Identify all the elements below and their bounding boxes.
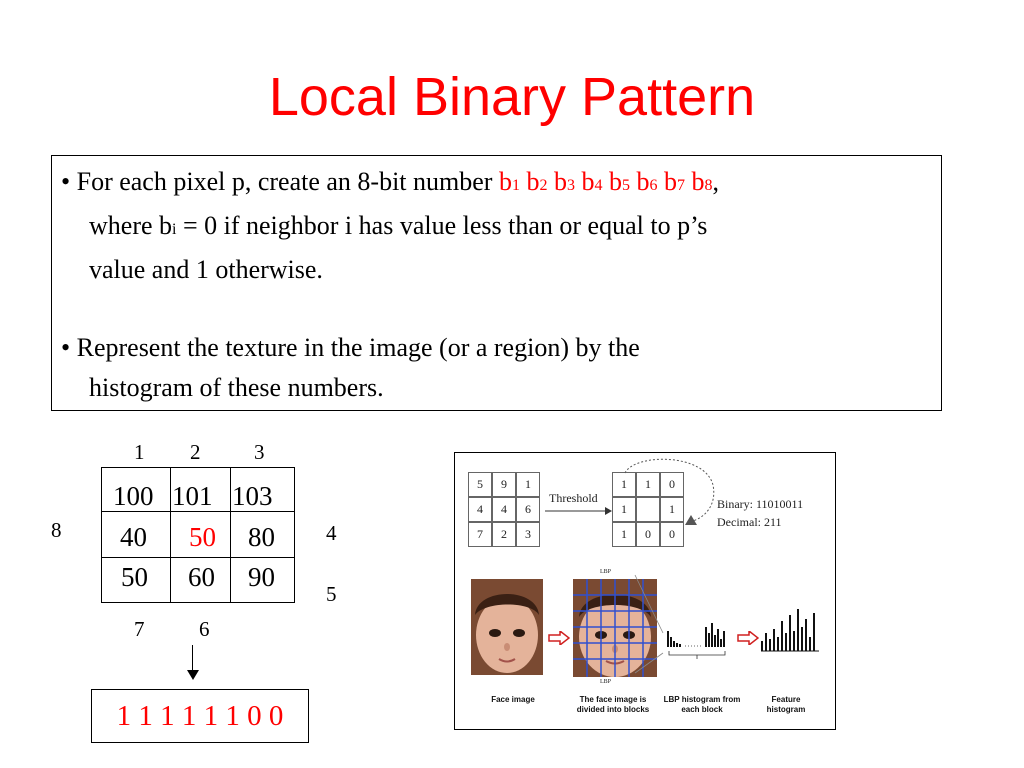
slide-title: Local Binary Pattern — [268, 67, 756, 127]
bit-b6: b6 — [636, 167, 658, 196]
grid-border-right — [294, 467, 295, 603]
neighbor-label-6: 6 — [199, 617, 210, 641]
bullet-1 — [61, 162, 941, 290]
caption-divided-blocks: The face image is divided into blocks — [576, 695, 650, 714]
bullet-2 — [61, 328, 941, 408]
pixel-cell-r2c3: 80 — [248, 522, 275, 552]
pixel-neighborhood-grid — [101, 467, 295, 603]
subscript-i: i — [172, 221, 177, 238]
neighbor-label-4: 4 — [326, 521, 337, 545]
bullet-2-line-2: histogram of these numbers. — [89, 373, 384, 402]
pixel-cell-r1c2: 101 — [172, 481, 213, 511]
binary-cell: 0 — [636, 522, 660, 547]
bit-b1: b1 — [498, 167, 520, 196]
decimal-value-text: Decimal: 211 — [717, 515, 782, 529]
block-callout-lines — [615, 573, 665, 683]
bullet-1-text-start: For each pixel p, create an 8-bit number — [76, 167, 499, 196]
input-cell: 6 — [516, 497, 540, 522]
input-cell: 5 — [468, 472, 492, 497]
caption-lbp-histogram: LBP histogram from each block — [663, 695, 741, 714]
bit-b3: b3 — [553, 167, 575, 196]
down-arrow-shaft — [192, 645, 193, 673]
input-cell: 1 — [516, 472, 540, 497]
bullet-1-line-3: value and 1 otherwise. — [89, 255, 323, 284]
binary-value-text: Binary: 11010011 — [717, 497, 804, 511]
pixel-cell-r3c1: 50 — [121, 562, 148, 592]
binary-cell: 1 — [636, 472, 660, 497]
lbp-code-result: 1 1 1 1 1 1 0 0 — [91, 689, 309, 743]
pixel-cell-r3c2: 60 — [188, 562, 215, 592]
bullet-1-comma: , — [712, 167, 719, 196]
bullet-2-mark: • — [61, 333, 71, 362]
input-cell: 2 — [492, 522, 516, 547]
face-image — [471, 579, 543, 675]
grid-divider-h2 — [101, 557, 295, 558]
binary-cell: 0 — [660, 522, 684, 547]
lbp-label-bottom: LBP — [600, 679, 612, 685]
neighbor-label-1: 1 — [134, 440, 145, 464]
binary-cell: 1 — [612, 522, 636, 547]
bullet-2-line-1: • Represent the texture in the image (or a region) by the — [61, 333, 640, 362]
feature-histogram — [761, 603, 823, 653]
down-arrow-icon — [187, 670, 199, 680]
pixel-cell-r1c3: 103 — [232, 481, 273, 511]
input-cell: 3 — [516, 522, 540, 547]
caption-face-image: Face image — [491, 695, 535, 704]
threshold-label: Threshold — [549, 491, 598, 505]
binary-cell: 1 — [660, 497, 684, 522]
grid-divider-v1 — [170, 467, 171, 603]
input-cell: 4 — [492, 497, 516, 522]
bullet-1-mark: • — [61, 167, 71, 196]
grid-border-bottom — [101, 602, 295, 603]
neighbor-label-3: 3 — [254, 440, 265, 464]
bit-b5: b5 — [608, 167, 630, 196]
neighbor-label-5: 5 — [326, 582, 337, 606]
red-arrow-icon — [737, 631, 759, 645]
neighbor-label-8: 8 — [51, 518, 62, 542]
curved-arrow-icon — [605, 455, 725, 535]
bullet-1-line-1 — [61, 162, 941, 206]
pixel-cell-r3c3: 90 — [248, 562, 275, 592]
input-values-grid — [468, 472, 541, 547]
lbp-face-illustration — [454, 452, 836, 730]
red-arrow-icon — [548, 631, 570, 645]
pixel-cell-center: 50 — [189, 522, 216, 552]
block-histograms — [667, 619, 737, 659]
grid-border-left — [101, 467, 102, 603]
caption-feature-histogram: Feature histogram — [766, 695, 806, 714]
bit-b2: b2 — [526, 167, 548, 196]
input-cell: 9 — [492, 472, 516, 497]
pixel-cell-r2c1: 40 — [120, 522, 147, 552]
threshold-arrow-icon — [543, 505, 613, 517]
bit-b7: b7 — [663, 167, 685, 196]
grid-border-top — [101, 467, 295, 468]
grid-divider-v2 — [230, 467, 231, 603]
binary-cell: 1 — [612, 472, 636, 497]
binary-cell: 1 — [612, 497, 636, 522]
input-cell: 4 — [468, 497, 492, 522]
bit-list — [499, 167, 713, 196]
binary-cell: 0 — [660, 472, 684, 497]
bit-b8: b8 — [691, 167, 713, 196]
lbp-label-top: LBP — [600, 569, 612, 575]
neighbor-label-7: 7 — [134, 617, 145, 641]
bit-b4: b4 — [581, 167, 603, 196]
neighbor-label-2: 2 — [190, 440, 201, 464]
bullet-1-line-2: where bi = 0 if neighbor i has value less than or equal to p’s — [89, 211, 708, 240]
bullet-text-box — [51, 155, 942, 411]
input-cell: 7 — [468, 522, 492, 547]
pixel-cell-r1c1: 100 — [113, 481, 154, 511]
